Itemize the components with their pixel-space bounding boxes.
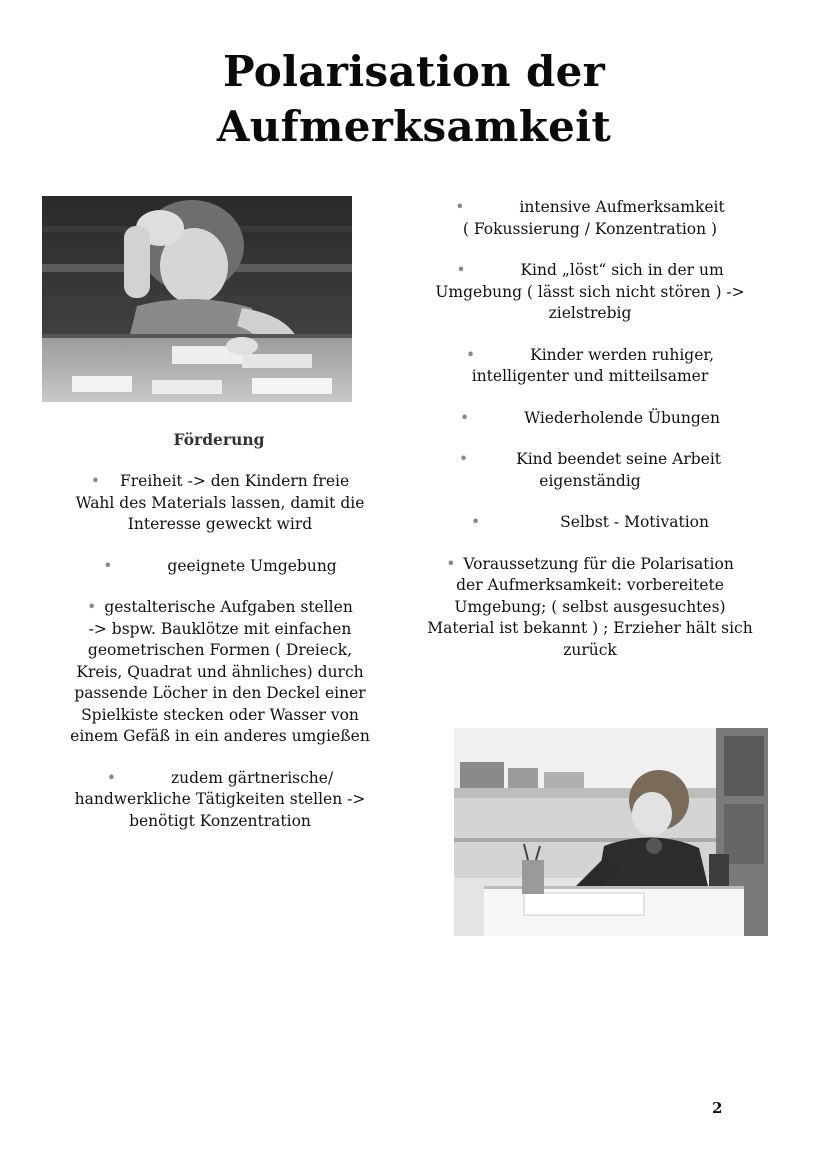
list-item-line: Spielkiste stecken oder Wasser von	[81, 705, 359, 724]
list-item	[30, 597, 410, 748]
left-column	[30, 471, 410, 852]
bullet-icon: •	[460, 408, 470, 427]
list-item-line: zudem gärtnerische/	[170, 768, 334, 787]
page-number: 2	[712, 1099, 723, 1117]
list-item	[30, 471, 410, 536]
list-item	[400, 408, 780, 430]
list-item-line: Wahl des Materials lassen, damit die	[75, 493, 365, 512]
list-item-line: einem Gefäß in ein anderes umgießen	[70, 727, 370, 745]
list-item-line: Wiederholende Übungen	[524, 408, 720, 427]
list-item-line: Interesse geweckt wird	[127, 515, 313, 533]
list-item-line: Selbst - Motivation	[560, 513, 709, 531]
list-item	[30, 768, 410, 833]
list-item-line: Kind „löst“ sich in der um	[520, 261, 724, 279]
list-item-line: geometrischen Formen ( Dreieck,	[87, 641, 353, 659]
list-item-line: intelligenter und mitteilsamer	[471, 367, 709, 385]
list-item-line: Material ist bekannt ) ; Erzieher hält sich	[427, 619, 753, 637]
list-item-line: intensive Aufmerksamkeit	[519, 198, 725, 216]
list-item-line: Kreis, Quadrat und ähnliches) durch	[76, 662, 364, 681]
list-item-line: der Aufmerksamkeit: vorbereitete	[456, 576, 724, 594]
bullet-icon: •	[106, 768, 116, 787]
bullet-icon: •	[87, 598, 97, 616]
right-column	[400, 197, 780, 681]
bullet-icon: •	[103, 556, 113, 575]
list-item-line: passende Löcher in den Deckel einer	[74, 684, 366, 702]
list-item	[400, 345, 780, 388]
list-item-line: zielstrebig	[548, 304, 632, 322]
list-item	[30, 556, 410, 578]
list-item-line: Kinder werden ruhiger,	[530, 345, 715, 364]
list-item-line: handwerkliche Tätigkeiten stellen ->	[74, 790, 366, 808]
bullet-icon: •	[446, 554, 456, 573]
photo-girl-puzzle	[42, 196, 352, 402]
bullet-icon: •	[455, 198, 465, 216]
bullet-icon: •	[471, 513, 481, 531]
page-title	[0, 44, 828, 154]
photo-girl-puzzle-image	[42, 196, 352, 402]
foerderung-heading: Förderung	[173, 430, 265, 449]
photo-girl-writing	[454, 728, 768, 936]
list-item	[400, 449, 780, 492]
list-item-line: -> bspw. Bauklötze mit einfachen	[88, 619, 352, 638]
list-item-line: ( Fokussierung / Konzentration )	[462, 219, 718, 238]
list-item-line: geeignete Umgebung	[167, 556, 337, 575]
list-item-line: Kind beendet seine Arbeit	[516, 450, 722, 468]
list-item-line: Freiheit -> den Kindern freie	[120, 472, 350, 490]
page-title-line-1: Polarisation der	[222, 47, 606, 96]
bullet-icon: •	[90, 472, 101, 490]
bullet-icon: •	[456, 261, 466, 279]
page-title-line-2: Aufmerksamkeit	[216, 102, 612, 151]
photo-girl-writing-image	[454, 728, 768, 936]
list-item	[400, 260, 780, 325]
list-item-line: zurück	[563, 640, 617, 659]
list-item-line: Umgebung; ( selbst ausgesuchtes)	[454, 597, 726, 616]
bullet-icon: •	[458, 450, 469, 468]
list-item	[400, 512, 780, 534]
list-item-line: Voraussetzung für die Polarisation	[463, 554, 734, 573]
list-item-line: benötigt Konzentration	[129, 811, 311, 830]
list-item-line: gestalterische Aufgaben stellen	[104, 598, 353, 616]
bullet-icon: •	[465, 345, 476, 364]
list-item	[400, 197, 780, 240]
list-item	[400, 554, 780, 662]
list-item-line: eigenständig	[539, 471, 641, 490]
list-item-line: Umgebung ( lässt sich nicht stören ) ->	[435, 282, 745, 301]
